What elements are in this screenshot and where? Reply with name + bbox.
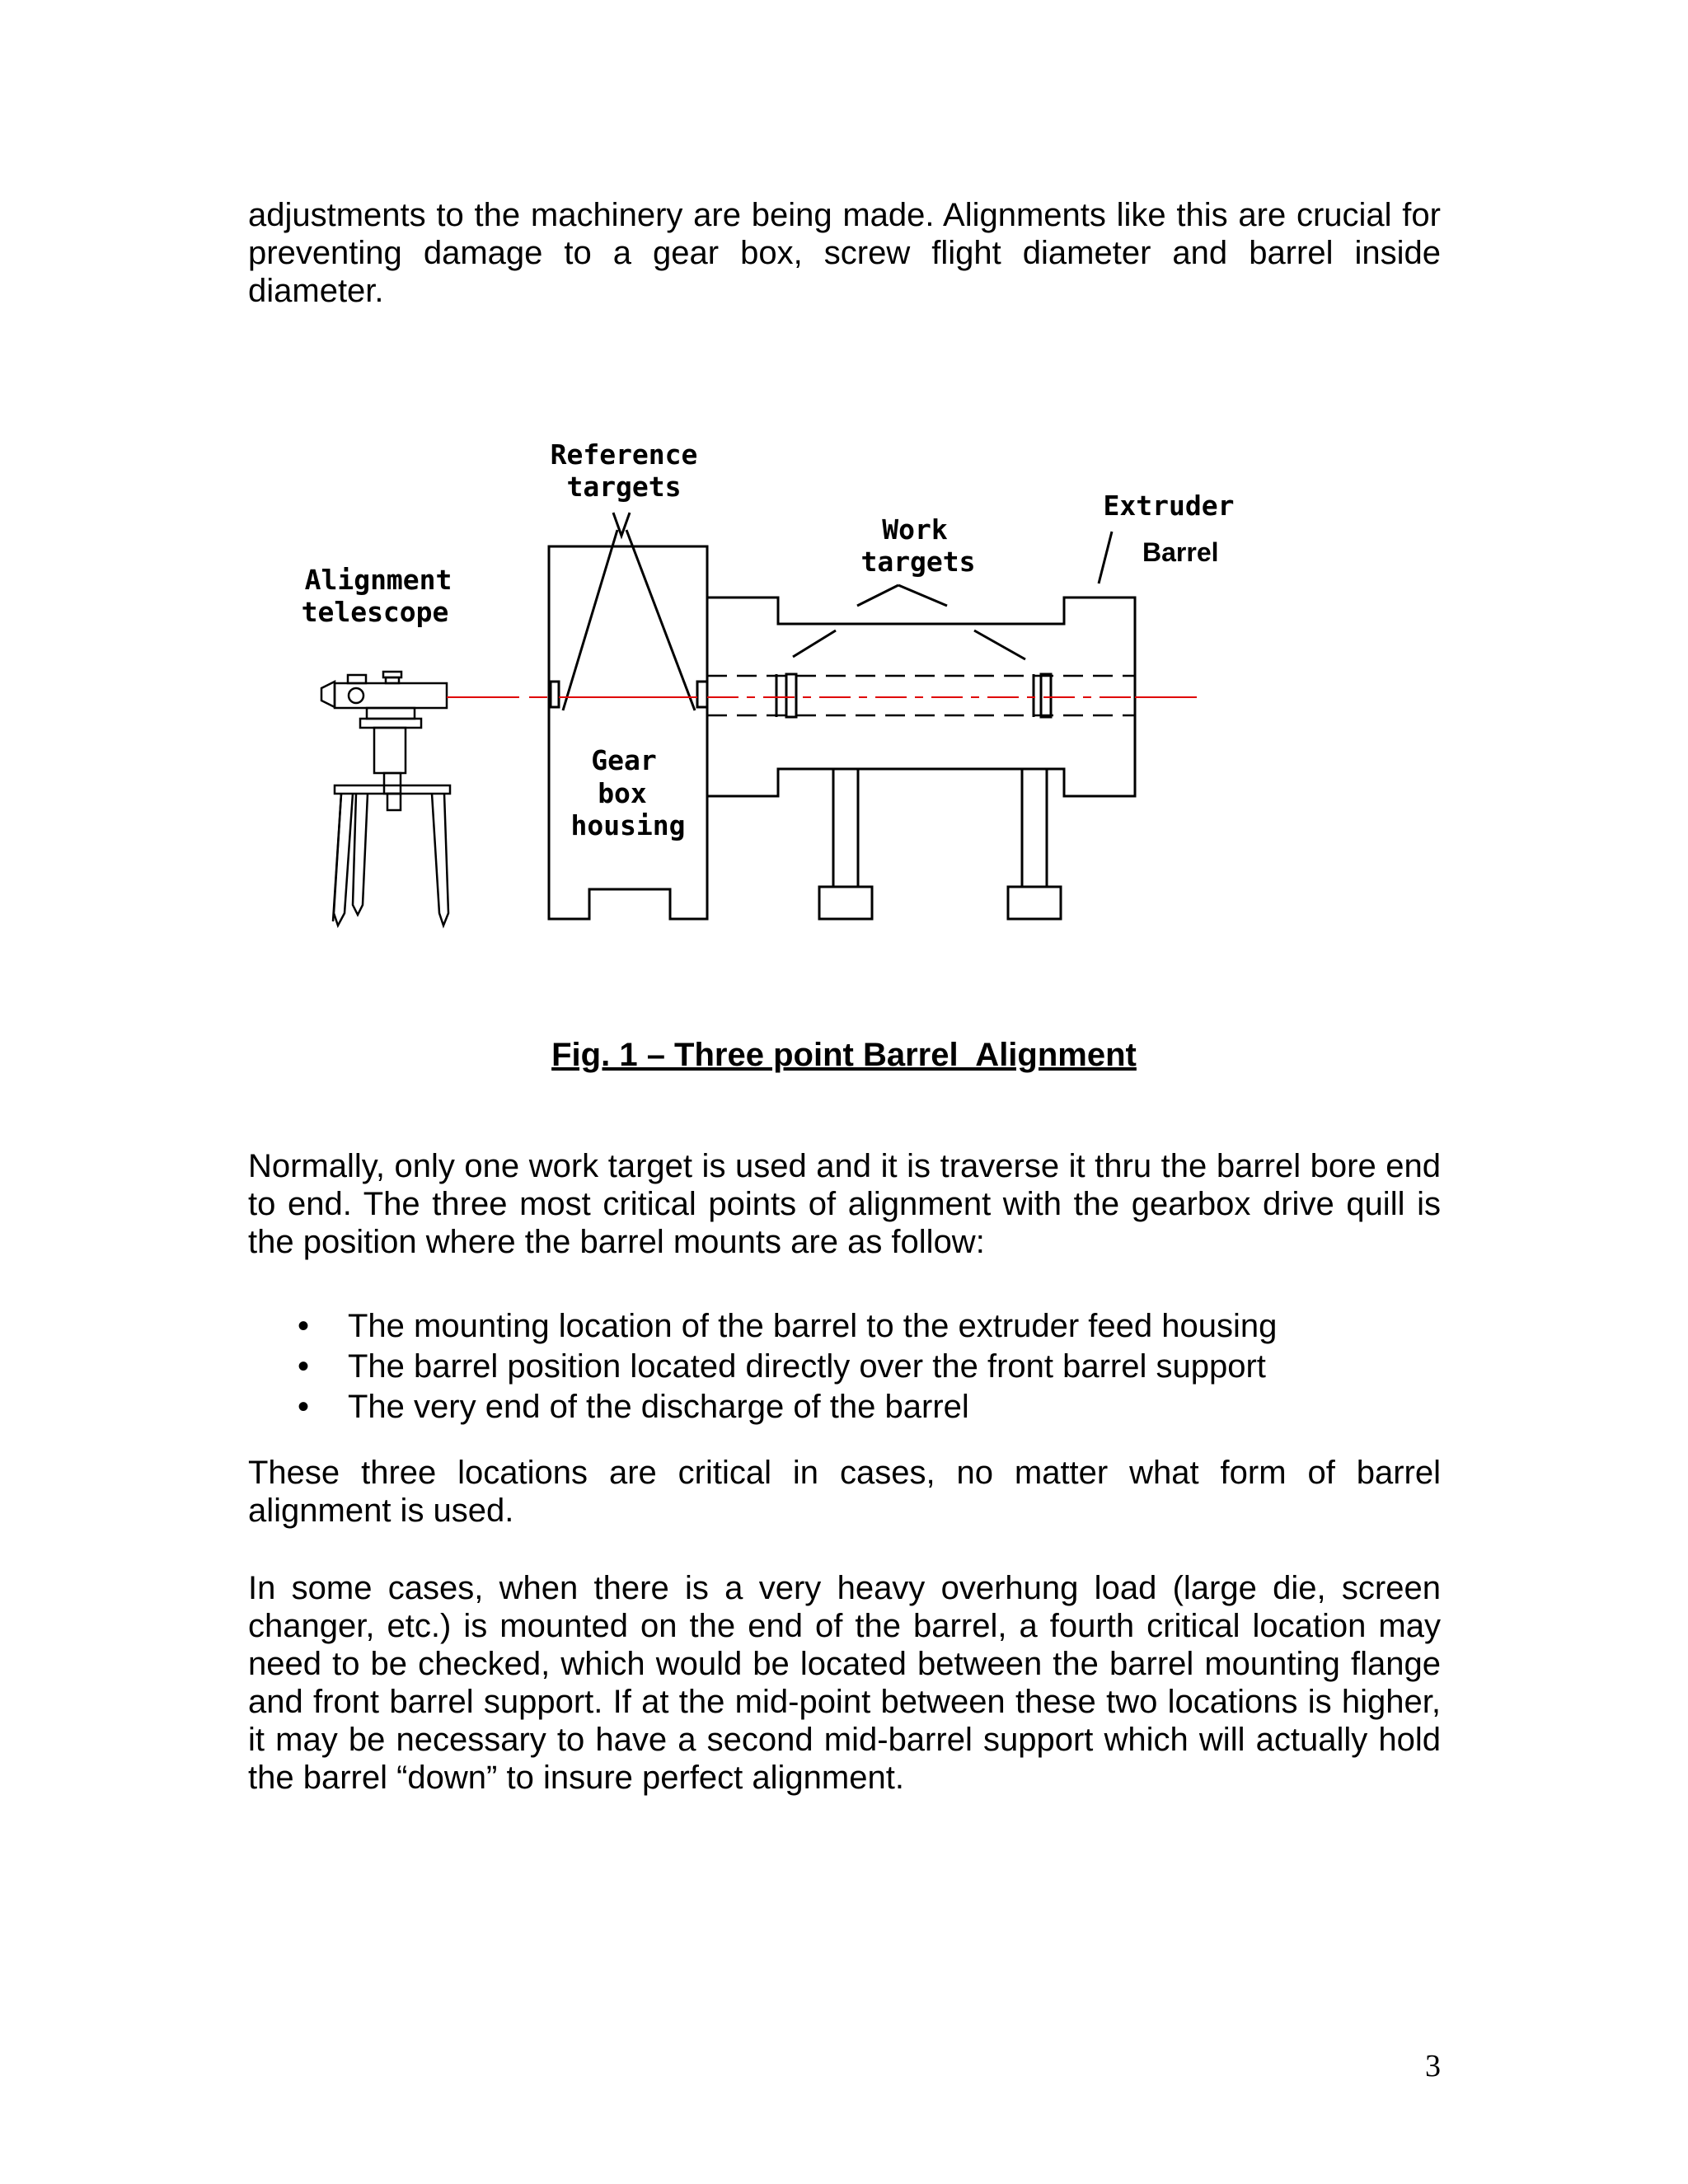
reference-target-1 — [551, 682, 559, 707]
label-extruder: Extruder — [1103, 490, 1235, 522]
barrel-support-rear — [819, 769, 872, 919]
figure-caption: Fig. 1 – Three point Barrel Alignment — [551, 1037, 1137, 1073]
bullet-marker: • — [298, 1348, 310, 1385]
list-item — [248, 1347, 1441, 1387]
label-work-targets: targets — [860, 546, 976, 578]
gear-box-housing — [549, 546, 707, 919]
label-alignment: Alignment — [304, 564, 452, 596]
label-gear: Gear — [591, 744, 657, 776]
critical-points-list — [248, 1306, 1441, 1427]
reference-target-2 — [697, 682, 707, 707]
bullet-marker: • — [298, 1389, 310, 1425]
work-target-2 — [1034, 674, 1051, 717]
label-telescope: telescope — [301, 596, 449, 628]
list-item-text: The very end of the discharge of the barrel — [348, 1389, 969, 1425]
label-reference: Reference — [550, 438, 698, 471]
work-target-1 — [776, 674, 796, 717]
tripod — [333, 794, 448, 926]
alignment-telescope — [321, 672, 450, 810]
list-item — [248, 1387, 1441, 1427]
label-reference-targets: targets — [566, 471, 682, 503]
list-item-text: The barrel position located directly over the front barrel support — [348, 1348, 1266, 1385]
barrel-support-front — [1008, 769, 1061, 919]
barrel-bore — [707, 676, 1135, 715]
label-box: box — [598, 777, 647, 809]
list-item-text: The mounting location of the barrel to the extruder feed housing — [348, 1308, 1278, 1344]
leader-lines — [563, 513, 1112, 710]
page-number: 3 — [1425, 2049, 1441, 2083]
paragraph-work-target: Normally, only one work target is used and it is traverse it thru the barrel bore end to end. The three most critical points of alignment with the gearbox drive quill is the position where the barrel mounts are as follow: — [248, 1148, 1441, 1260]
paragraph-overhung-load: In some cases, when there is a very heavy overhung load (large die, screen changer, etc.) is mounted on the end of the barrel, a fourth critical location may need to be checked, which would be located between the barrel mounting flange and front barrel support. If at the mid-point between these two locations is higher, it may be necessary to have a second mid-barrel support which will actually hold the barrel “down” to insure perfect alignment. — [248, 1570, 1441, 1796]
bullet-marker: • — [298, 1308, 310, 1344]
paragraph-intro: adjustments to the machinery are being made. Alignments like this are crucial for preventing damage to a gear box, screw flight diameter and barrel inside diameter. — [248, 197, 1441, 309]
list-item — [248, 1306, 1441, 1347]
label-housing: housing — [570, 809, 686, 841]
barrel-alignment-figure — [0, 0, 1688, 989]
label-barrel: Barrel — [1142, 537, 1219, 567]
label-work: Work — [882, 513, 948, 546]
paragraph-critical-locations: These three locations are critical in cases, no matter what form of barrel alignment is used. — [248, 1455, 1441, 1529]
